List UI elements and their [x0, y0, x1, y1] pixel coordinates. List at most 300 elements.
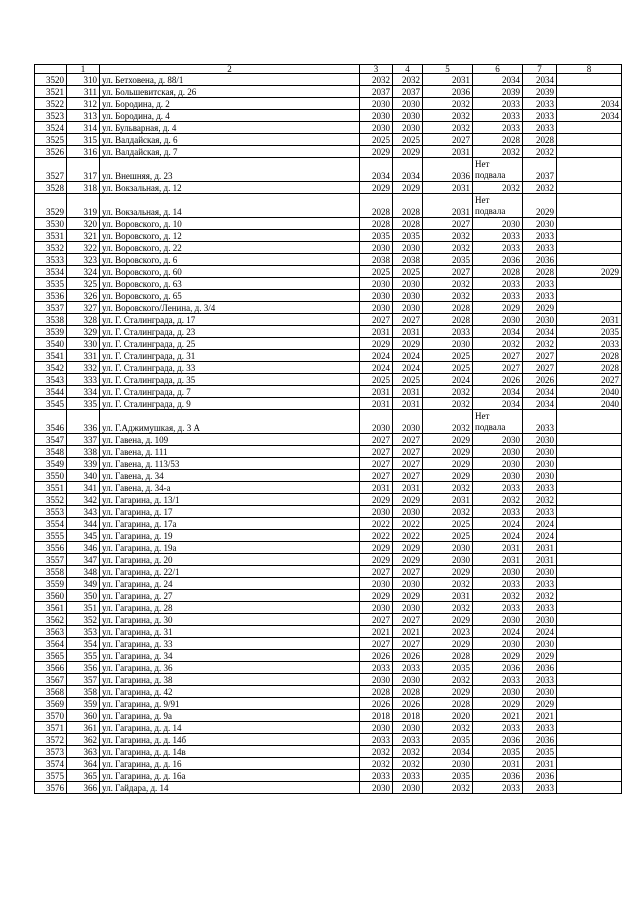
year-col-7-cell: 2024	[523, 530, 557, 542]
row-index-cell: 3565	[35, 650, 67, 662]
year-col-8-cell	[557, 782, 622, 794]
year-col-5-cell: 2031	[423, 182, 473, 194]
year-col-4-cell: 2031	[393, 326, 423, 338]
year-col-3-cell: 2033	[360, 770, 393, 782]
item-number-cell: 318	[67, 182, 100, 194]
year-col-4-cell: 2027	[393, 470, 423, 482]
year-col-4-cell: 2029	[393, 182, 423, 194]
item-number-cell: 341	[67, 482, 100, 494]
year-col-3-cell: 2027	[360, 314, 393, 326]
table-row	[35, 446, 622, 458]
year-col-6-cell: Нет подвала	[473, 410, 523, 434]
year-col-6-cell: 2033	[473, 674, 523, 686]
year-col-8-cell	[557, 662, 622, 674]
year-col-3-cell: 2026	[360, 650, 393, 662]
year-col-4-cell: 2030	[393, 506, 423, 518]
row-index-cell: 3551	[35, 482, 67, 494]
year-col-8-cell: 2034	[557, 110, 622, 122]
year-col-4-cell: 2021	[393, 626, 423, 638]
year-col-8-cell: 2028	[557, 350, 622, 362]
year-col-8-cell	[557, 722, 622, 734]
year-col-3-cell: 2038	[360, 254, 393, 266]
year-col-5-cell: 2032	[423, 482, 473, 494]
year-col-7-cell: 2030	[523, 446, 557, 458]
housing-schedule-table	[34, 64, 622, 794]
address-cell: ул. Воровского, д. 60	[100, 266, 360, 278]
year-col-3-cell: 2022	[360, 530, 393, 542]
row-index-cell: 3536	[35, 290, 67, 302]
year-col-7-cell: 2029	[523, 650, 557, 662]
address-cell: ул. Гагарина, д. 17	[100, 506, 360, 518]
item-number-cell: 357	[67, 674, 100, 686]
year-col-5-cell: 2029	[423, 446, 473, 458]
table-row	[35, 674, 622, 686]
address-cell: ул. Гайдара, д. 14	[100, 782, 360, 794]
row-index-cell: 3561	[35, 602, 67, 614]
year-col-3-cell: 2024	[360, 362, 393, 374]
year-col-8-cell	[557, 650, 622, 662]
item-number-cell: 326	[67, 290, 100, 302]
year-col-3-cell: 2030	[360, 110, 393, 122]
year-col-8-cell	[557, 434, 622, 446]
column-header: 4	[393, 65, 423, 74]
table-row	[35, 470, 622, 482]
item-number-cell: 323	[67, 254, 100, 266]
year-col-5-cell: 2023	[423, 626, 473, 638]
row-index-cell: 3523	[35, 110, 67, 122]
year-col-8-cell	[557, 122, 622, 134]
table-row	[35, 734, 622, 746]
table-row	[35, 158, 622, 182]
year-col-7-cell: 2033	[523, 122, 557, 134]
address-cell: ул. Гагарина, д. 38	[100, 674, 360, 686]
year-col-5-cell: 2035	[423, 770, 473, 782]
year-col-5-cell: 2029	[423, 470, 473, 482]
year-col-3-cell: 2026	[360, 698, 393, 710]
year-col-7-cell: 2032	[523, 338, 557, 350]
year-col-6-cell: 2034	[473, 74, 523, 86]
year-col-5-cell: 2035	[423, 254, 473, 266]
year-col-6-cell: 2024	[473, 518, 523, 530]
year-col-4-cell: 2031	[393, 386, 423, 398]
table-row	[35, 710, 622, 722]
year-col-4-cell: 2022	[393, 530, 423, 542]
row-index-cell: 3557	[35, 554, 67, 566]
item-number-cell: 343	[67, 506, 100, 518]
row-index-cell: 3560	[35, 590, 67, 602]
year-col-4-cell: 2022	[393, 518, 423, 530]
year-col-7-cell: 2034	[523, 398, 557, 410]
row-index-cell: 3537	[35, 302, 67, 314]
year-col-6-cell: 2024	[473, 530, 523, 542]
year-col-6-cell: 2024	[473, 626, 523, 638]
year-col-4-cell: 2030	[393, 722, 423, 734]
table-row	[35, 74, 622, 86]
address-cell: ул. Гагарина, д. 31	[100, 626, 360, 638]
year-col-3-cell: 2028	[360, 194, 393, 218]
year-col-5-cell: 2031	[423, 74, 473, 86]
year-col-4-cell: 2029	[393, 494, 423, 506]
year-col-8-cell	[557, 734, 622, 746]
table-row	[35, 746, 622, 758]
item-number-cell: 344	[67, 518, 100, 530]
year-col-6-cell: 2032	[473, 494, 523, 506]
year-col-6-cell: 2030	[473, 314, 523, 326]
year-col-3-cell: 2021	[360, 626, 393, 638]
item-number-cell: 358	[67, 686, 100, 698]
year-col-7-cell: 2024	[523, 518, 557, 530]
year-col-6-cell: 2029	[473, 302, 523, 314]
year-col-6-cell: 2030	[473, 638, 523, 650]
item-number-cell: 334	[67, 386, 100, 398]
row-index-cell: 3531	[35, 230, 67, 242]
year-col-4-cell: 2028	[393, 218, 423, 230]
item-number-cell: 338	[67, 446, 100, 458]
year-col-7-cell: 2036	[523, 662, 557, 674]
item-number-cell: 325	[67, 278, 100, 290]
year-col-5-cell: 2031	[423, 194, 473, 218]
table-row	[35, 302, 622, 314]
year-col-3-cell: 2027	[360, 566, 393, 578]
year-col-6-cell: 2032	[473, 182, 523, 194]
year-col-6-cell: 2033	[473, 278, 523, 290]
year-col-4-cell: 2030	[393, 782, 423, 794]
year-col-7-cell: 2033	[523, 782, 557, 794]
year-col-4-cell: 2029	[393, 554, 423, 566]
item-number-cell: 347	[67, 554, 100, 566]
year-col-5-cell: 2028	[423, 314, 473, 326]
year-col-7-cell: 2032	[523, 182, 557, 194]
year-col-8-cell	[557, 710, 622, 722]
year-col-6-cell: 2029	[473, 650, 523, 662]
year-col-3-cell: 2035	[360, 230, 393, 242]
year-col-4-cell: 2030	[393, 674, 423, 686]
year-col-6-cell: 2033	[473, 110, 523, 122]
year-col-8-cell	[557, 494, 622, 506]
row-index-cell: 3528	[35, 182, 67, 194]
year-col-8-cell	[557, 554, 622, 566]
document-sheet	[34, 64, 621, 794]
year-col-6-cell: 2033	[473, 122, 523, 134]
year-col-3-cell: 2025	[360, 266, 393, 278]
address-cell: ул. Гагарина, д. 34	[100, 650, 360, 662]
table-row	[35, 506, 622, 518]
year-col-8-cell: 2034	[557, 98, 622, 110]
item-number-cell: 327	[67, 302, 100, 314]
row-index-cell: 3542	[35, 362, 67, 374]
year-col-5-cell: 2028	[423, 698, 473, 710]
year-col-3-cell: 2029	[360, 338, 393, 350]
year-col-4-cell: 2028	[393, 194, 423, 218]
year-col-4-cell: 2027	[393, 614, 423, 626]
item-number-cell: 336	[67, 410, 100, 434]
table-row	[35, 722, 622, 734]
column-header: 3	[360, 65, 393, 74]
year-col-5-cell: 2032	[423, 602, 473, 614]
year-col-8-cell	[557, 758, 622, 770]
year-col-3-cell: 2030	[360, 506, 393, 518]
item-number-cell: 350	[67, 590, 100, 602]
year-col-5-cell: 2034	[423, 746, 473, 758]
address-cell: ул. Гавена, д. 113/53	[100, 458, 360, 470]
year-col-4-cell: 2033	[393, 662, 423, 674]
year-col-8-cell	[557, 770, 622, 782]
year-col-7-cell: 2030	[523, 638, 557, 650]
year-col-3-cell: 2029	[360, 494, 393, 506]
item-number-cell: 360	[67, 710, 100, 722]
address-cell: ул. Гагарина, д. 20	[100, 554, 360, 566]
year-col-7-cell: 2033	[523, 290, 557, 302]
row-index-cell: 3558	[35, 566, 67, 578]
row-index-cell: 3552	[35, 494, 67, 506]
row-index-cell: 3524	[35, 122, 67, 134]
item-number-cell: 354	[67, 638, 100, 650]
year-col-6-cell: 2030	[473, 614, 523, 626]
row-index-cell: 3546	[35, 410, 67, 434]
year-col-5-cell: 2027	[423, 218, 473, 230]
year-col-6-cell: 2030	[473, 218, 523, 230]
year-col-5-cell: 2029	[423, 638, 473, 650]
year-col-8-cell	[557, 410, 622, 434]
year-col-8-cell	[557, 86, 622, 98]
year-col-4-cell: 2030	[393, 110, 423, 122]
year-col-6-cell: 2033	[473, 98, 523, 110]
row-index-cell: 3566	[35, 662, 67, 674]
year-col-8-cell	[557, 578, 622, 590]
year-col-5-cell: 2035	[423, 662, 473, 674]
year-col-7-cell: 2033	[523, 578, 557, 590]
year-col-7-cell: 2032	[523, 590, 557, 602]
year-col-8-cell	[557, 470, 622, 482]
year-col-5-cell: 2031	[423, 590, 473, 602]
address-cell: ул. Г.Аджимушкая, д. 3 А	[100, 410, 360, 434]
address-cell: ул. Воровского, д. 63	[100, 278, 360, 290]
year-col-7-cell: 2030	[523, 314, 557, 326]
table-row	[35, 386, 622, 398]
year-col-3-cell: 2032	[360, 74, 393, 86]
year-col-4-cell: 2027	[393, 434, 423, 446]
year-col-8-cell	[557, 278, 622, 290]
year-col-5-cell: 2027	[423, 134, 473, 146]
column-header	[35, 65, 67, 74]
year-col-8-cell	[557, 218, 622, 230]
year-col-8-cell	[557, 182, 622, 194]
year-col-8-cell	[557, 746, 622, 758]
year-col-5-cell: 2027	[423, 266, 473, 278]
year-col-3-cell: 2028	[360, 218, 393, 230]
year-col-8-cell	[557, 158, 622, 182]
address-cell: ул. Гагарина, д. 19а	[100, 542, 360, 554]
year-col-7-cell: 2030	[523, 566, 557, 578]
year-col-4-cell: 2031	[393, 482, 423, 494]
year-col-5-cell: 2025	[423, 518, 473, 530]
table-body	[35, 65, 622, 794]
address-cell: ул. Гагарина, д. 9а	[100, 710, 360, 722]
year-col-7-cell: 2030	[523, 686, 557, 698]
table-row	[35, 590, 622, 602]
item-number-cell: 364	[67, 758, 100, 770]
row-index-cell: 3544	[35, 386, 67, 398]
row-index-cell: 3541	[35, 350, 67, 362]
year-col-7-cell: 2024	[523, 626, 557, 638]
year-col-6-cell: 2032	[473, 590, 523, 602]
item-number-cell: 345	[67, 530, 100, 542]
row-index-cell: 3540	[35, 338, 67, 350]
year-col-6-cell: 2032	[473, 146, 523, 158]
year-col-3-cell: 2027	[360, 638, 393, 650]
year-col-6-cell: 2026	[473, 374, 523, 386]
year-col-4-cell: 2028	[393, 686, 423, 698]
column-header: 5	[423, 65, 473, 74]
address-cell: ул. Гавена, д. 109	[100, 434, 360, 446]
header-row	[35, 65, 622, 74]
year-col-4-cell: 2024	[393, 362, 423, 374]
year-col-4-cell: 2029	[393, 590, 423, 602]
year-col-7-cell: 2035	[523, 746, 557, 758]
year-col-8-cell	[557, 530, 622, 542]
row-index-cell: 3522	[35, 98, 67, 110]
item-number-cell: 331	[67, 350, 100, 362]
year-col-4-cell: 2018	[393, 710, 423, 722]
year-col-3-cell: 2025	[360, 374, 393, 386]
year-col-6-cell: 2028	[473, 266, 523, 278]
item-number-cell: 352	[67, 614, 100, 626]
table-row	[35, 134, 622, 146]
year-col-6-cell: 2034	[473, 326, 523, 338]
year-col-5-cell: 2032	[423, 386, 473, 398]
item-number-cell: 322	[67, 242, 100, 254]
year-col-8-cell	[557, 590, 622, 602]
year-col-3-cell: 2029	[360, 146, 393, 158]
table-row	[35, 182, 622, 194]
table-row	[35, 278, 622, 290]
year-col-3-cell: 2027	[360, 470, 393, 482]
address-cell: ул. Внешняя, д. 23	[100, 158, 360, 182]
year-col-7-cell: 2033	[523, 722, 557, 734]
year-col-6-cell: 2036	[473, 254, 523, 266]
year-col-5-cell: 2036	[423, 158, 473, 182]
table-row	[35, 266, 622, 278]
item-number-cell: 348	[67, 566, 100, 578]
year-col-3-cell: 2031	[360, 326, 393, 338]
address-cell: ул. Гагарина, д. 9/91	[100, 698, 360, 710]
year-col-3-cell: 2032	[360, 746, 393, 758]
year-col-3-cell: 2027	[360, 434, 393, 446]
year-col-5-cell: 2032	[423, 722, 473, 734]
table-row	[35, 782, 622, 794]
year-col-7-cell: 2031	[523, 542, 557, 554]
year-col-8-cell	[557, 626, 622, 638]
year-col-3-cell: 2037	[360, 86, 393, 98]
item-number-cell: 320	[67, 218, 100, 230]
year-col-3-cell: 2030	[360, 410, 393, 434]
table-row	[35, 242, 622, 254]
row-index-cell: 3530	[35, 218, 67, 230]
year-col-4-cell: 2030	[393, 290, 423, 302]
row-index-cell: 3574	[35, 758, 67, 770]
year-col-8-cell	[557, 566, 622, 578]
year-col-3-cell: 2030	[360, 290, 393, 302]
year-col-8-cell	[557, 602, 622, 614]
address-cell: ул. Воровского, д. 65	[100, 290, 360, 302]
year-col-4-cell: 2038	[393, 254, 423, 266]
year-col-7-cell: 2030	[523, 458, 557, 470]
item-number-cell: 312	[67, 98, 100, 110]
address-cell: ул. Гагарина, д. д. 16а	[100, 770, 360, 782]
year-col-4-cell: 2027	[393, 458, 423, 470]
year-col-4-cell: 2030	[393, 242, 423, 254]
address-cell: ул. Бетховена, д. 88/1	[100, 74, 360, 86]
year-col-4-cell: 2034	[393, 158, 423, 182]
row-index-cell: 3569	[35, 698, 67, 710]
year-col-4-cell: 2035	[393, 230, 423, 242]
address-cell: ул. Большевитская, д. 26	[100, 86, 360, 98]
year-col-3-cell: 2022	[360, 518, 393, 530]
row-index-cell: 3520	[35, 74, 67, 86]
table-row	[35, 638, 622, 650]
row-index-cell: 3538	[35, 314, 67, 326]
year-col-4-cell: 2030	[393, 578, 423, 590]
year-col-6-cell: 2033	[473, 782, 523, 794]
year-col-4-cell: 2037	[393, 86, 423, 98]
year-col-8-cell	[557, 518, 622, 530]
year-col-6-cell: 2031	[473, 542, 523, 554]
address-cell: ул. Воровского, д. 6	[100, 254, 360, 266]
address-cell: ул. Гагарина, д. д. 14	[100, 722, 360, 734]
row-index-cell: 3521	[35, 86, 67, 98]
year-col-7-cell: 2031	[523, 554, 557, 566]
row-index-cell: 3529	[35, 194, 67, 218]
item-number-cell: 339	[67, 458, 100, 470]
year-col-4-cell: 2029	[393, 146, 423, 158]
table-row	[35, 146, 622, 158]
year-col-7-cell: 2033	[523, 110, 557, 122]
address-cell: ул. Г. Сталинграда, д. 9	[100, 398, 360, 410]
year-col-8-cell: 2033	[557, 338, 622, 350]
year-col-5-cell: 2032	[423, 230, 473, 242]
year-col-7-cell: 2033	[523, 278, 557, 290]
year-col-3-cell: 2029	[360, 542, 393, 554]
year-col-5-cell: 2036	[423, 86, 473, 98]
year-col-8-cell	[557, 446, 622, 458]
row-index-cell: 3525	[35, 134, 67, 146]
table-row	[35, 554, 622, 566]
year-col-7-cell: 2028	[523, 266, 557, 278]
year-col-5-cell: 2032	[423, 98, 473, 110]
item-number-cell: 353	[67, 626, 100, 638]
address-cell: ул. Валдайская, д. 7	[100, 146, 360, 158]
row-index-cell: 3526	[35, 146, 67, 158]
year-col-8-cell	[557, 74, 622, 86]
year-col-3-cell: 2030	[360, 722, 393, 734]
year-col-6-cell: 2033	[473, 230, 523, 242]
item-number-cell: 355	[67, 650, 100, 662]
year-col-6-cell: 2032	[473, 338, 523, 350]
year-col-6-cell: 2033	[473, 578, 523, 590]
address-cell: ул. Вокзальная, д. 12	[100, 182, 360, 194]
year-col-5-cell: 2032	[423, 398, 473, 410]
year-col-7-cell: 2029	[523, 698, 557, 710]
year-col-3-cell: 2029	[360, 590, 393, 602]
year-col-8-cell	[557, 458, 622, 470]
column-header: 8	[557, 65, 622, 74]
column-header: 2	[100, 65, 360, 74]
row-index-cell: 3563	[35, 626, 67, 638]
table-row	[35, 110, 622, 122]
row-index-cell: 3550	[35, 470, 67, 482]
row-index-cell: 3543	[35, 374, 67, 386]
year-col-7-cell: 2021	[523, 710, 557, 722]
